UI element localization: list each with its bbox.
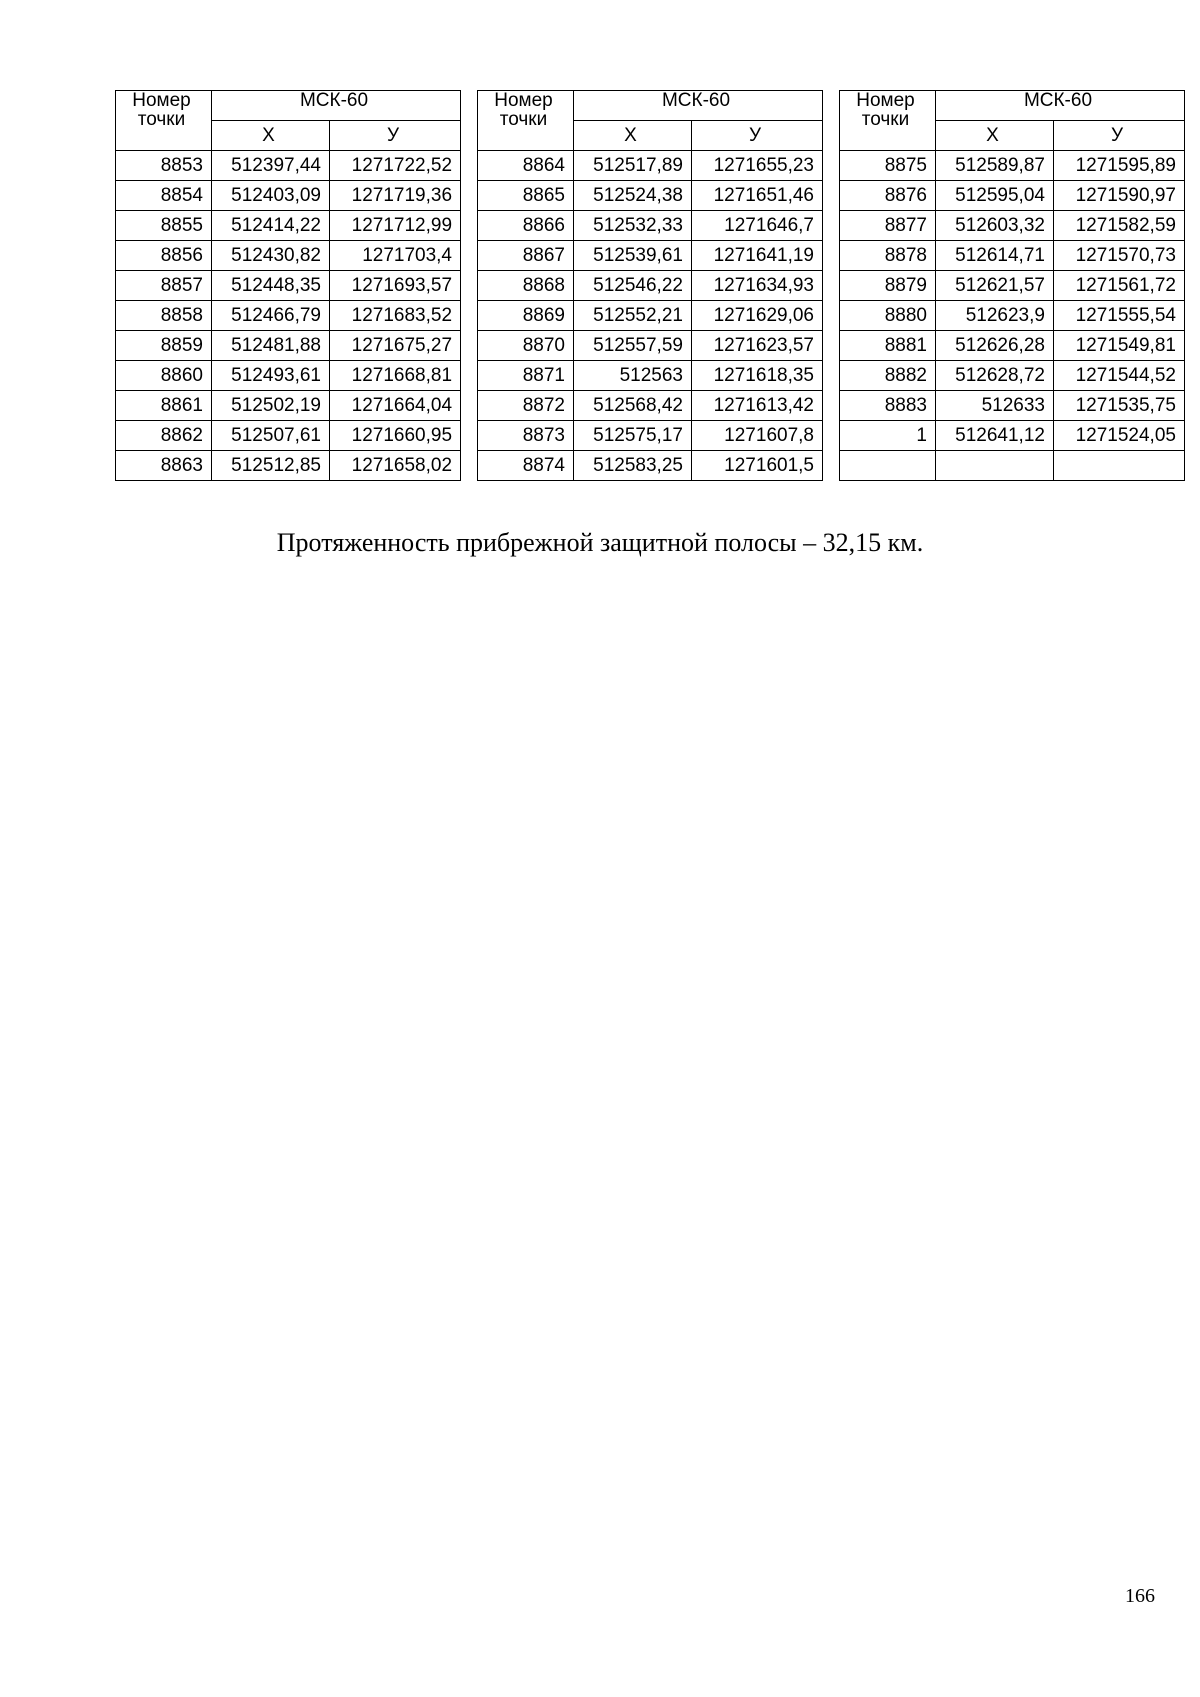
table-row (839, 301, 1184, 331)
x-coordinate-cell: 512448,35 (212, 271, 330, 301)
x-coordinate-cell: 512403,09 (212, 181, 330, 211)
y-coordinate-cell: 1271582,59 (1053, 211, 1184, 241)
point-number-cell: 8875 (839, 151, 935, 181)
point-number-cell: 8870 (477, 331, 573, 361)
y-coordinate-cell: 1271668,81 (330, 361, 461, 391)
table-row (477, 361, 822, 391)
table-row (116, 241, 461, 271)
table-row (116, 181, 461, 211)
table-row (116, 301, 461, 331)
page-number: 166 (1125, 1585, 1155, 1607)
y-coordinate-cell: 1271703,4 (330, 241, 461, 271)
table-row (839, 181, 1184, 211)
point-number-cell: 8853 (116, 151, 212, 181)
point-number-cell: 8869 (477, 301, 573, 331)
y-coordinate-cell: 1271613,42 (691, 391, 822, 421)
x-coordinate-cell: 512512,85 (212, 451, 330, 481)
x-coordinate-cell: 512466,79 (212, 301, 330, 331)
point-number-cell: 8863 (116, 451, 212, 481)
table-row (477, 211, 822, 241)
y-coordinate-cell: 1271561,72 (1053, 271, 1184, 301)
point-number-cell: 8882 (839, 361, 935, 391)
point-number-cell: 8878 (839, 241, 935, 271)
x-coordinate-cell: 512552,21 (573, 301, 691, 331)
x-coordinate-cell: 512517,89 (573, 151, 691, 181)
point-number-cell: 8856 (116, 241, 212, 271)
table-row (839, 211, 1184, 241)
x-coordinate-cell: 512614,71 (935, 241, 1053, 271)
x-coordinate-cell: 512524,38 (573, 181, 691, 211)
y-coordinate-cell: 1271555,54 (1053, 301, 1184, 331)
y-coordinate-cell: 1271651,46 (691, 181, 822, 211)
point-number-cell: 8866 (477, 211, 573, 241)
x-coordinate-cell: 512589,87 (935, 151, 1053, 181)
table-row (839, 241, 1184, 271)
y-coordinate-cell: 1271712,99 (330, 211, 461, 241)
table-row (839, 331, 1184, 361)
point-number-cell: 8858 (116, 301, 212, 331)
y-coordinate-cell: 1271524,05 (1053, 421, 1184, 451)
table-row (839, 421, 1184, 451)
y-coordinate-cell: 1271641,19 (691, 241, 822, 271)
table-row (116, 271, 461, 301)
header-coordinate-system: МСК-60 (935, 91, 1184, 121)
header-coordinate-system: МСК-60 (573, 91, 822, 121)
point-number-cell: 8862 (116, 421, 212, 451)
y-coordinate-cell: 1271570,73 (1053, 241, 1184, 271)
table-row (477, 451, 822, 481)
point-number-cell: 8877 (839, 211, 935, 241)
point-number-cell: 8861 (116, 391, 212, 421)
x-coordinate-cell: 512493,61 (212, 361, 330, 391)
x-coordinate-cell: 512583,25 (573, 451, 691, 481)
y-coordinate-cell: 1271693,57 (330, 271, 461, 301)
table-row (116, 451, 461, 481)
y-coordinate-cell: 1271658,02 (330, 451, 461, 481)
point-number-cell: 8876 (839, 181, 935, 211)
table-row (116, 151, 461, 181)
table-row (839, 451, 1184, 481)
table-row (839, 151, 1184, 181)
table-row (477, 241, 822, 271)
table-row (477, 181, 822, 211)
point-number-cell: 8872 (477, 391, 573, 421)
header-y: У (1053, 121, 1184, 151)
x-coordinate-cell: 512626,28 (935, 331, 1053, 361)
x-coordinate-cell: 512563 (573, 361, 691, 391)
table-row (477, 151, 822, 181)
point-number-cell: 8865 (477, 181, 573, 211)
point-number-cell: 8857 (116, 271, 212, 301)
point-number-cell: 8859 (116, 331, 212, 361)
x-coordinate-cell: 512628,72 (935, 361, 1053, 391)
y-coordinate-cell: 1271549,81 (1053, 331, 1184, 361)
point-number-cell: 8871 (477, 361, 573, 391)
point-number-cell: 1 (839, 421, 935, 451)
y-coordinate-cell: 1271590,97 (1053, 181, 1184, 211)
x-coordinate-cell: 512507,61 (212, 421, 330, 451)
y-coordinate-cell: 1271664,04 (330, 391, 461, 421)
point-number-cell: 8864 (477, 151, 573, 181)
y-coordinate-cell: 1271601,5 (691, 451, 822, 481)
y-coordinate-cell: 1271722,52 (330, 151, 461, 181)
table-row (116, 361, 461, 391)
header-y: У (330, 121, 461, 151)
x-coordinate-cell: 512481,88 (212, 331, 330, 361)
y-coordinate-cell: 1271595,89 (1053, 151, 1184, 181)
coordinate-tables (115, 90, 1185, 481)
table-row (116, 421, 461, 451)
x-coordinate-cell: 512623,9 (935, 301, 1053, 331)
table-row (116, 331, 461, 361)
y-coordinate-cell: 1271634,93 (691, 271, 822, 301)
table-row (477, 421, 822, 451)
table-row (839, 391, 1184, 421)
point-number-cell: 8883 (839, 391, 935, 421)
y-coordinate-cell: 1271646,7 (691, 211, 822, 241)
point-number-cell (839, 451, 935, 481)
header-x: Х (935, 121, 1053, 151)
point-number-cell: 8874 (477, 451, 573, 481)
x-coordinate-cell: 512397,44 (212, 151, 330, 181)
x-coordinate-cell: 512532,33 (573, 211, 691, 241)
header-point-number: Номер точки (116, 91, 212, 151)
header-point-number: Номер точки (839, 91, 935, 151)
x-coordinate-cell: 512575,17 (573, 421, 691, 451)
x-coordinate-cell: 512621,57 (935, 271, 1053, 301)
header-x: Х (212, 121, 330, 151)
point-number-cell: 8881 (839, 331, 935, 361)
point-number-cell: 8879 (839, 271, 935, 301)
table-row (477, 391, 822, 421)
header-coordinate-system: МСК-60 (212, 91, 461, 121)
table-row (477, 271, 822, 301)
x-coordinate-cell: 512568,42 (573, 391, 691, 421)
x-coordinate-cell: 512539,61 (573, 241, 691, 271)
header-x: Х (573, 121, 691, 151)
y-coordinate-cell: 1271683,52 (330, 301, 461, 331)
x-coordinate-cell: 512641,12 (935, 421, 1053, 451)
header-y: У (691, 121, 822, 151)
x-coordinate-cell: 512430,82 (212, 241, 330, 271)
table-row (839, 361, 1184, 391)
x-coordinate-cell: 512595,04 (935, 181, 1053, 211)
header-point-number: Номер точки (477, 91, 573, 151)
coordinate-table (115, 90, 461, 481)
protective-strip-length: Протяженность прибрежной защитной полосы – 32,15 км. (276, 528, 924, 557)
x-coordinate-cell: 512546,22 (573, 271, 691, 301)
y-coordinate-cell: 1271623,57 (691, 331, 822, 361)
table-row (116, 391, 461, 421)
coordinate-table (839, 90, 1185, 481)
x-coordinate-cell: 512633 (935, 391, 1053, 421)
y-coordinate-cell: 1271655,23 (691, 151, 822, 181)
table-row (116, 211, 461, 241)
point-number-cell: 8867 (477, 241, 573, 271)
table-row (477, 301, 822, 331)
table-row (839, 271, 1184, 301)
point-number-cell: 8860 (116, 361, 212, 391)
y-coordinate-cell (1053, 451, 1184, 481)
table-row (477, 331, 822, 361)
y-coordinate-cell: 1271660,95 (330, 421, 461, 451)
y-coordinate-cell: 1271719,36 (330, 181, 461, 211)
coordinate-table (477, 90, 823, 481)
y-coordinate-cell: 1271618,35 (691, 361, 822, 391)
x-coordinate-cell: 512557,59 (573, 331, 691, 361)
y-coordinate-cell: 1271607,8 (691, 421, 822, 451)
y-coordinate-cell: 1271629,06 (691, 301, 822, 331)
x-coordinate-cell: 512414,22 (212, 211, 330, 241)
point-number-cell: 8854 (116, 181, 212, 211)
y-coordinate-cell: 1271675,27 (330, 331, 461, 361)
point-number-cell: 8880 (839, 301, 935, 331)
x-coordinate-cell: 512603,32 (935, 211, 1053, 241)
point-number-cell: 8868 (477, 271, 573, 301)
x-coordinate-cell (935, 451, 1053, 481)
point-number-cell: 8855 (116, 211, 212, 241)
point-number-cell: 8873 (477, 421, 573, 451)
y-coordinate-cell: 1271544,52 (1053, 361, 1184, 391)
y-coordinate-cell: 1271535,75 (1053, 391, 1184, 421)
x-coordinate-cell: 512502,19 (212, 391, 330, 421)
